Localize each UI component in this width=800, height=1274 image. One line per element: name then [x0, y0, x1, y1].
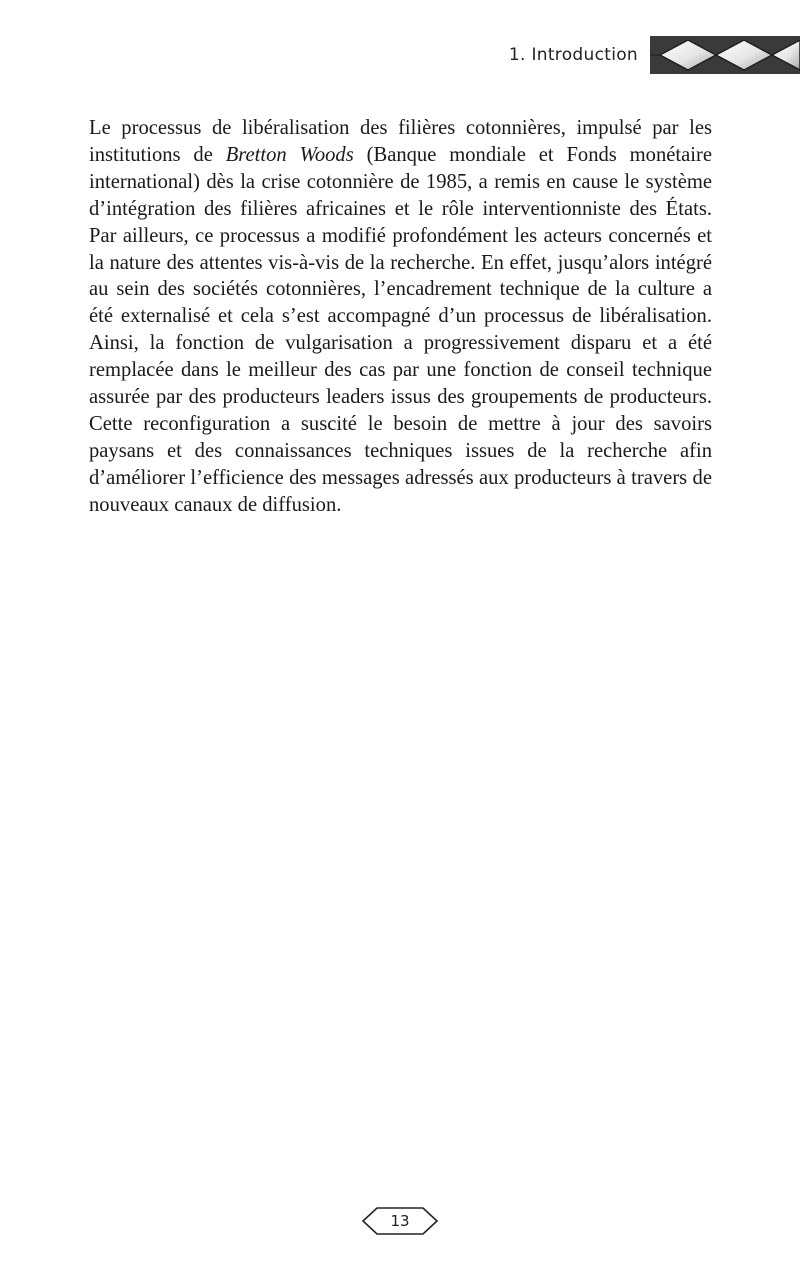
- chapter-title: 1. Introduction: [508, 45, 638, 65]
- page-number-badge: [361, 1206, 439, 1236]
- running-header: [509, 36, 800, 74]
- diamond-band-icon: [650, 36, 800, 74]
- body-paragraph: [89, 115, 712, 519]
- paragraph-text-start: Le processus de libéralisation des filières cotonnières, impulsé par les institutions de: [89, 117, 712, 166]
- paragraph-text-end: (Banque mondiale et Fonds monétaire international) dès la crise cotonnière de 1985, a remis en cause le système d’intégration des filières africaines et le rôle interventionniste des États. Par ailleurs, ce processus a modifié profondément les acteurs concernés et la nature des attentes vis-à-vis de la recherche. En effet, jusqu’alors intégré au sein des sociétés cotonnières, l’encadrement technique de la culture a été externalisé et cela s’est accompagné d’un processus de libéralisation. Ainsi, la fonction de vulgarisation a progressivement disparu et a été remplacée dans le meilleur des cas par une fonction de conseil technique assurée par des producteurs leaders issus des groupements de producteurs. Cette reconfiguration a suscité le besoin de mettre à jour des savoirs paysans et des connaissances techniques issues de la recherche afin d’améliorer l’efficience des messages adressés aux producteurs à travers de nouveaux canaux de diffusion.: [89, 143, 713, 516]
- italic-term: Bretton Woods: [225, 143, 354, 166]
- page-number: 13: [390, 1212, 410, 1230]
